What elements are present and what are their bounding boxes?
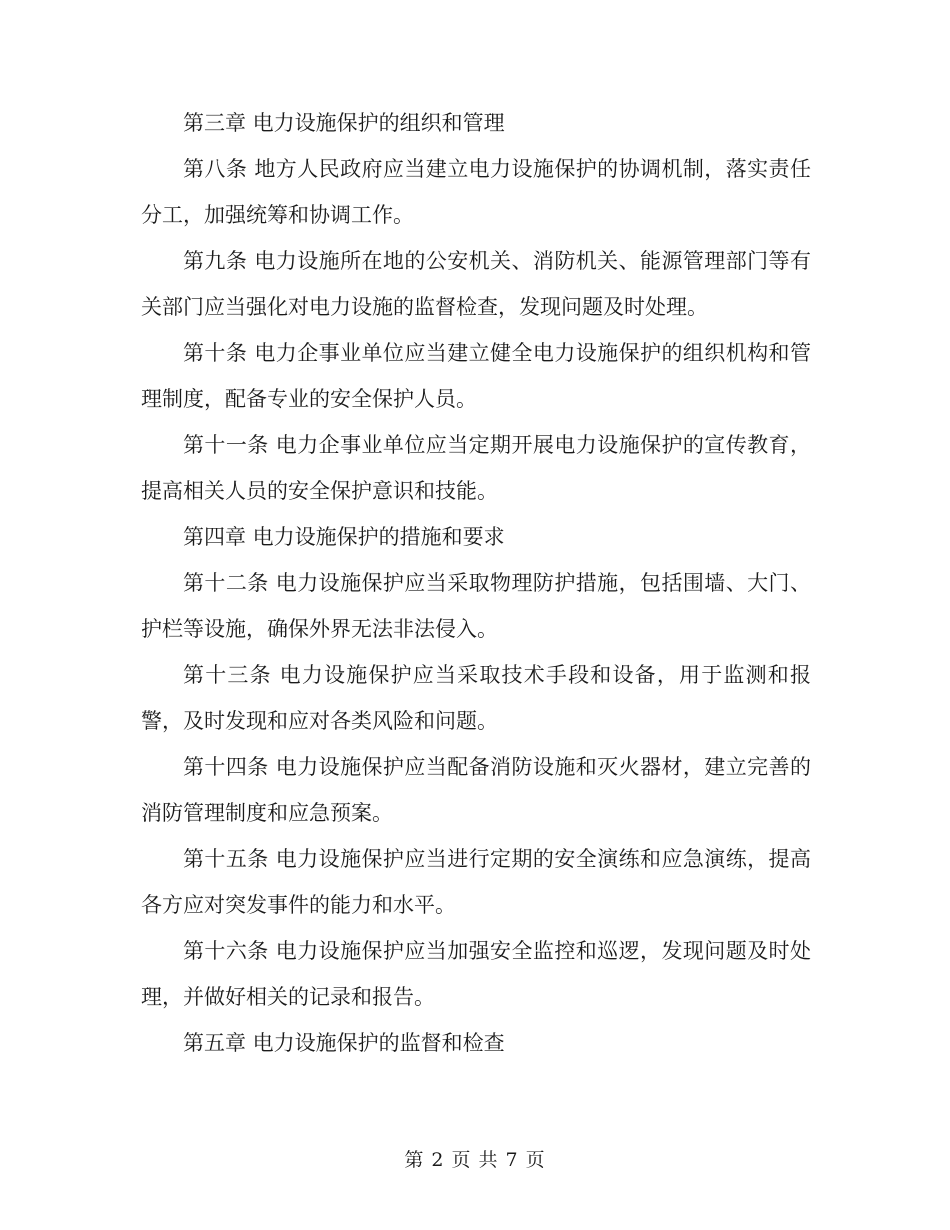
document-body [141,100,811,1066]
chapter-heading-4: 第四章 电力设施保护的措施和要求 [183,525,505,549]
article-13: 第十三条 电力设施保护应当采取技术手段和设备，用于监测和报警，及时发现和应对各类风险和问题。 [141,663,811,733]
article-10: 第十条 电力企事业单位应当建立健全电力设施保护的组织机构和管理制度，配备专业的安全保护人员。 [141,341,811,411]
article-14: 第十四条 电力设施保护应当配备消防设施和灭火器材，建立完善的消防管理制度和应急预案。 [141,755,811,825]
article-11: 第十一条 电力企事业单位应当定期开展电力设施保护的宣传教育，提高相关人员的安全保护意识和技能。 [141,433,811,503]
article-9: 第九条 电力设施所在地的公安机关、消防机关、能源管理部门等有关部门应当强化对电力设施的监督检查，发现问题及时处理。 [141,249,811,319]
chapter-heading-5: 第五章 电力设施保护的监督和检查 [183,1031,505,1055]
chapter-heading-3: 第三章 电力设施保护的组织和管理 [183,111,505,135]
article-12: 第十二条 电力设施保护应当采取物理防护措施，包括围墙、大门、护栏等设施，确保外界无法非法侵入。 [141,571,811,641]
page-number: 第 2 页 共 7 页 [404,1149,546,1171]
article-16: 第十六条 电力设施保护应当加强安全监控和巡逻，发现问题及时处理，并做好相关的记录和报告。 [141,939,811,1009]
article-15: 第十五条 电力设施保护应当进行定期的安全演练和应急演练，提高各方应对突发事件的能力和水平。 [141,847,811,917]
article-8: 第八条 地方人民政府应当建立电力设施保护的协调机制，落实责任分工，加强统筹和协调工作。 [141,157,811,227]
page-footer [0,1146,950,1174]
